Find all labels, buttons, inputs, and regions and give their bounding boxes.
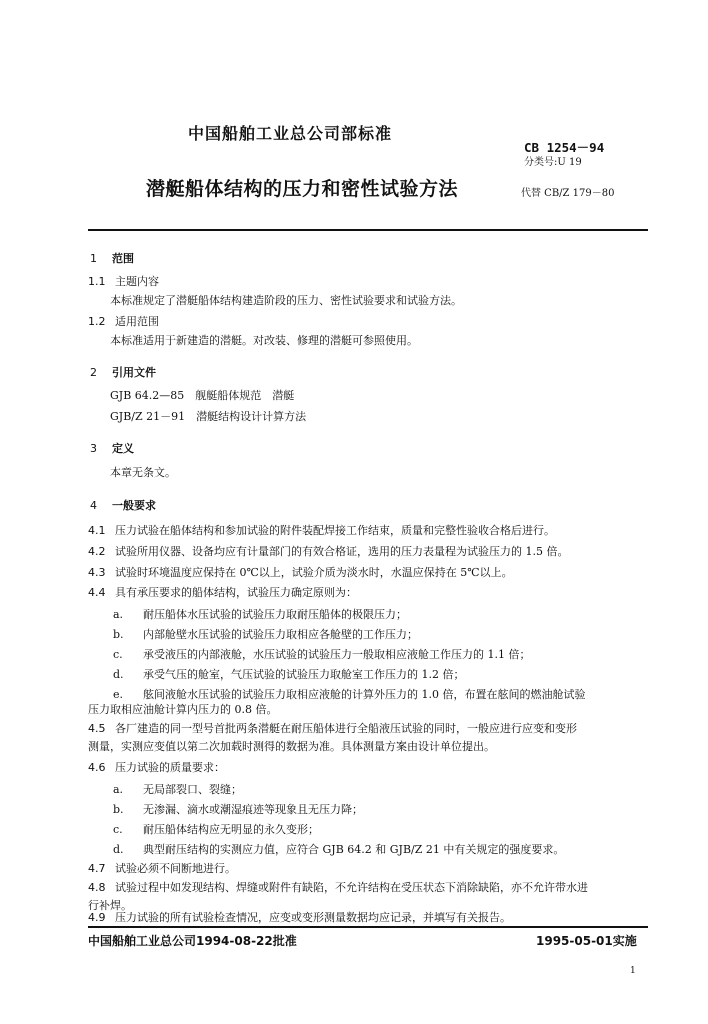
clause-4-2: [88, 545, 568, 559]
list-text: 典型耐压结构的实测应力值，应符合 GJB 64.2 和 GJB/Z 21 中有关规定的强度要求。: [143, 843, 565, 856]
clause-4-4-a: [113, 606, 407, 622]
list-marker: c.: [113, 823, 123, 836]
list-marker: c.: [113, 648, 123, 661]
section-3-heading: [90, 440, 134, 456]
clause-text: 压力试验的质量要求：: [115, 761, 225, 774]
clause-text: 试验过程中如发现结构、焊缝或附件有缺陷，不允许结构在受压状态下消除缺陷，亦不允许带水进: [115, 881, 588, 894]
clause-text: 试验所用仪器、设备均应有计量部门的有效合格证，选用的压力表量程为试验压力的 1.5 倍。: [115, 545, 569, 558]
clause-text: 压力试验的所有试验检查情况，应变或变形测量数据均应记录，并填写有关报告。: [115, 911, 511, 924]
clause-4-4-d: [113, 666, 465, 682]
clause-1-1-heading: [88, 275, 159, 289]
clause-4-6: [88, 761, 225, 775]
clause-4-7: [88, 862, 236, 876]
approval-date: 中国船舶工业总公司1994-08-22批准: [88, 934, 297, 948]
clause-4-1: [88, 524, 555, 538]
implementation-date: 1995-05-01实施: [536, 934, 637, 948]
list-text: 无局部裂口、裂缝；: [143, 783, 242, 796]
clause-1-2-text: 本标准适用于新建造的潜艇。对改装、修理的潜艇可参照使用。: [110, 334, 418, 347]
clause-4-9: [88, 911, 511, 925]
list-text: 耐压船体结构应无明显的永久变形；: [143, 823, 319, 836]
clause-number: 4.3: [88, 566, 106, 579]
list-marker: a.: [113, 608, 124, 621]
list-marker: b.: [113, 803, 124, 816]
clause-number: 4.7: [88, 862, 106, 875]
list-marker: d.: [113, 843, 124, 856]
clause-number: 4.8: [88, 881, 106, 894]
issuing-organization: 中国船舶工业总公司部标准: [188, 124, 393, 143]
clause-4-4-c: [113, 646, 530, 662]
section-number: 1: [90, 252, 97, 265]
clause-number: 4.1: [88, 524, 106, 537]
clause-4-4: [88, 586, 357, 600]
clause-4-5: [88, 722, 577, 736]
page-number: 1: [630, 966, 636, 976]
list-marker: e.: [113, 688, 124, 701]
section-number: 3: [90, 442, 97, 455]
section-title: 范围: [112, 252, 134, 265]
section-title: 引用文件: [112, 366, 156, 379]
clause-4-5-continued: 测量，实测应变值以第二次加载时测得的数据为准。具体测量方案由设计单位提出。: [88, 740, 495, 753]
list-text: 无渗漏、滴水或潮湿痕迹等现象且无压力降；: [143, 803, 363, 816]
clause-4-8-continued: 行补焊。: [88, 899, 132, 912]
clause-text: 压力试验在船体结构和参加试验的附件装配焊接工作结束，质量和完整性验收合格后进行。: [115, 524, 555, 537]
section-number: 2: [90, 366, 97, 379]
section-3-text: 本章无条文。: [110, 466, 176, 479]
clause-1-1-text: 本标准规定了潜艇船体结构建造阶段的压力、密性试验要求和试验方法。: [110, 294, 462, 307]
clause-4-6-a: [113, 781, 242, 797]
reference-gjb-z-21: GJB/Z 21－91 潜艇结构设计计算方法: [110, 410, 307, 423]
clause-number: 4.6: [88, 761, 106, 774]
section-4-heading: [90, 497, 156, 513]
clause-number: 4.5: [88, 722, 106, 735]
list-marker: d.: [113, 668, 124, 681]
clause-4-3: [88, 566, 513, 580]
section-title: 一般要求: [112, 499, 156, 512]
list-text: 承受液压的内部液舱，水压试验的试验压力一般取相应液舱工作压力的 1.1 倍；: [143, 648, 531, 661]
clause-text: 试验必须不间断地进行。: [115, 862, 236, 875]
clause-4-6-c: [113, 821, 319, 837]
header-divider: [88, 229, 648, 231]
section-2-heading: [90, 364, 156, 380]
clause-title: 主题内容: [115, 275, 159, 288]
clause-4-4-b: [113, 626, 418, 642]
section-1-heading: [90, 250, 134, 266]
list-text: 耐压船体水压试验的试验压力取耐压船体的极限压力；: [143, 608, 407, 621]
section-number: 4: [90, 499, 97, 512]
clause-4-4-e-continued: 压力取相应油舱计算内压力的 0.8 倍。: [88, 703, 278, 716]
reference-gjb-64-2: GJB 64.2—85 舰艇船体规范 潜艇: [110, 389, 295, 402]
list-marker: b.: [113, 628, 124, 641]
clause-number: 1.1: [88, 275, 106, 288]
list-text: 承受气压的舱室，气压试验的试验压力取舱室工作压力的 1.2 倍；: [143, 668, 465, 681]
clause-1-2-heading: [88, 315, 159, 329]
clause-number: 1.2: [88, 315, 106, 328]
document-title: 潜艇船体结构的压力和密性试验方法: [146, 178, 459, 200]
footer-divider: [88, 926, 648, 928]
clause-4-8: [88, 881, 588, 895]
standard-code: CB 1254－94: [524, 140, 605, 155]
clause-number: 4.9: [88, 911, 106, 924]
list-text: 舷间液舱水压试验的试验压力取相应液舱的计算外压力的 1.0 倍，布置在舷间的燃油舱试验: [143, 688, 586, 701]
section-title: 定义: [112, 442, 134, 455]
clause-number: 4.2: [88, 545, 106, 558]
clause-4-6-b: [113, 801, 363, 817]
clause-text: 具有承压要求的船体结构，试验压力确定原则为：: [115, 586, 357, 599]
clause-text: 各厂建造的同一型号首批两条潜艇在耐压船体进行全船液压试验的同时，一般应进行应变和变形: [115, 722, 577, 735]
classification-number: 分类号:U 19: [524, 157, 582, 168]
clause-4-6-d: [113, 841, 564, 857]
list-text: 内部舱壁水压试验的试验压力取相应各舱壁的工作压力；: [143, 628, 418, 641]
clause-text: 试验时环境温度应保持在 0℃以上，试验介质为淡水时，水温应保持在 5℃以上。: [115, 566, 513, 579]
replaces-standard: 代替 CB/Z 179－80: [521, 188, 615, 199]
clause-4-4-e: [113, 686, 585, 702]
clause-title: 适用范围: [115, 315, 159, 328]
list-marker: a.: [113, 783, 124, 796]
clause-number: 4.4: [88, 586, 106, 599]
